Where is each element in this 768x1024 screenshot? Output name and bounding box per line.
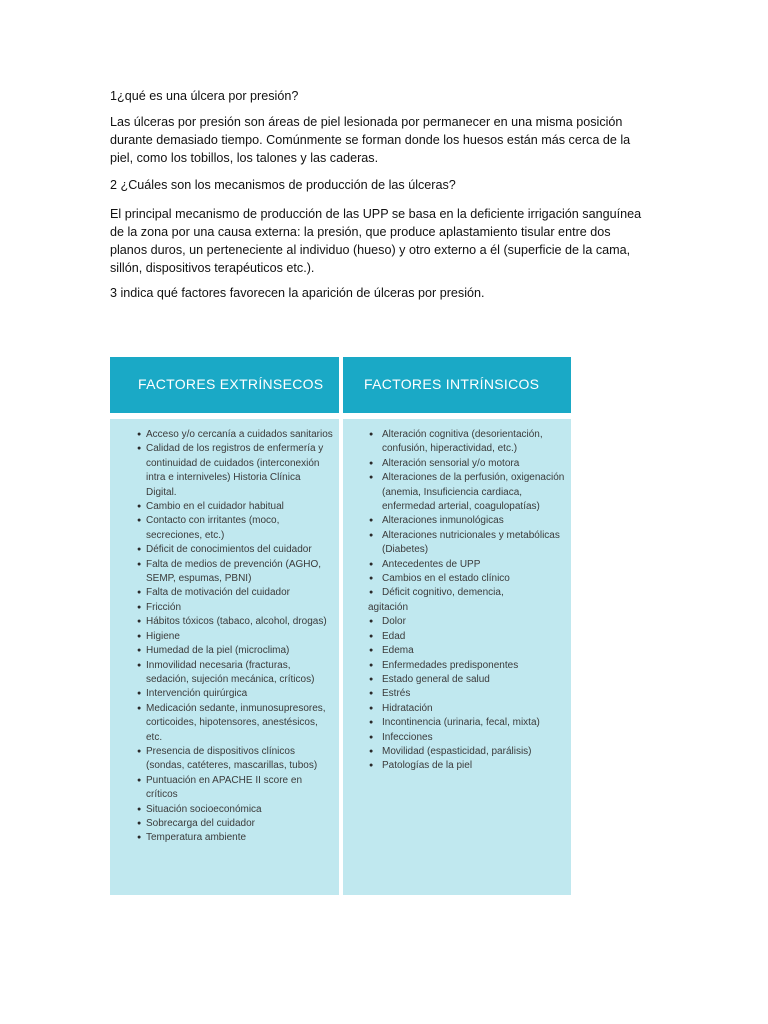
intrinsic-item: ● Edad: [343, 630, 565, 644]
intrinsic-item: ● Estrés: [343, 687, 565, 701]
extrinsic-header: [110, 357, 339, 413]
extrinsic-list: [110, 419, 339, 846]
question-1: 1¿qué es una úlcera por presión?: [110, 89, 299, 103]
question-3: 3 indica qué factores favorecen la aparición de úlceras por presión.: [110, 286, 485, 300]
intrinsic-header: [343, 357, 571, 413]
intrinsic-item: ● Movilidad (espasticidad, parálisis): [343, 745, 565, 759]
extrinsic-item: ● Falta de medios de prevención (AGHO, SEMP, espumas, PBNI): [110, 558, 333, 587]
intrinsic-item: ● Infecciones: [343, 731, 565, 745]
extrinsic-column: [110, 419, 339, 895]
answer-2: El principal mecanismo de producción de las UPP se basa en la deficiente irrigación sanguínea de la zona por una causa externa: la presión, que produce aplastamiento tisular entre dos planos duros, un perteneciente al individuo (hueso) y otro externo a él (superficie de la cama, sillón, dispositivos terapéuticos etc.).: [110, 207, 642, 275]
extrinsic-item: ● Temperatura ambiente: [110, 831, 333, 845]
extrinsic-item: ● Acceso y/o cercanía a cuidados sanitarios: [110, 428, 333, 442]
extrinsic-item: ● Hábitos tóxicos (tabaco, alcohol, drogas): [110, 615, 333, 629]
extrinsic-item: ● Falta de motivación del cuidador: [110, 586, 333, 600]
intrinsic-item: ● Alteración cognitiva (desorientación, confusión, hiperactividad, etc.): [343, 428, 565, 457]
extrinsic-item: ● Humedad de la piel (microclima): [110, 644, 333, 658]
extrinsic-item: ● Déficit de conocimientos del cuidador: [110, 543, 333, 557]
extrinsic-item: ● Calidad de los registros de enfermería y continuidad de cuidados (interconexión intra e interniveles) Historia Clínica Digital.: [110, 442, 333, 500]
intrinsic-item: ● Déficit cognitivo, demencia,: [343, 586, 565, 600]
extrinsic-item: ● Higiene: [110, 630, 333, 644]
extrinsic-item: ● Situación socioeconómica: [110, 803, 333, 817]
risk-factors-table: [110, 357, 571, 895]
extrinsic-item: ● Puntuación en APACHE II score en críticos: [110, 774, 333, 803]
intrinsic-item: ● Incontinencia (urinaria, fecal, mixta): [343, 716, 565, 730]
intrinsic-title: FACTORES INTRÍNSICOS: [364, 376, 540, 392]
intrinsic-item-continuation: agitación: [368, 601, 409, 613]
intrinsic-item: ● Alteraciones inmunológicas: [343, 514, 565, 528]
intrinsic-item: ● Enfermedades predisponentes: [343, 659, 565, 673]
intrinsic-item: ● Alteraciones de la perfusión, oxigenación (anemia, Insuficiencia cardiaca, enfermedad arterial, coagulopatías): [343, 471, 565, 514]
extrinsic-item: ● Presencia de dispositivos clínicos (sondas, catéteres, mascarillas, tubos): [110, 745, 333, 774]
intrinsic-item: ● Estado general de salud: [343, 673, 565, 687]
extrinsic-item: ● Inmovilidad necesaria (fracturas, sedación, sujeción mecánica, críticos): [110, 659, 333, 688]
extrinsic-item: ● Fricción: [110, 601, 333, 615]
question-2: 2 ¿Cuáles son los mecanismos de producción de las úlceras?: [110, 178, 456, 192]
intrinsic-list: [343, 419, 571, 774]
extrinsic-item: ● Contacto con irritantes (moco, secreciones, etc.): [110, 514, 333, 543]
extrinsic-item: ● Sobrecarga del cuidador: [110, 817, 333, 831]
intrinsic-item: ● Hidratación: [343, 702, 565, 716]
intrinsic-item: ● Alteraciones nutricionales y metabólicas (Diabetes): [343, 529, 565, 558]
intrinsic-item: ● Edema: [343, 644, 565, 658]
intrinsic-item: ● Antecedentes de UPP: [343, 558, 565, 572]
intrinsic-item: ● Patologías de la piel: [343, 759, 565, 773]
extrinsic-item: ● Intervención quirúrgica: [110, 687, 333, 701]
intrinsic-item: ● Dolor: [343, 615, 565, 629]
intrinsic-item: ● Alteración sensorial y/o motora: [343, 457, 565, 471]
extrinsic-item: ● Cambio en el cuidador habitual: [110, 500, 333, 514]
intrinsic-column: [343, 419, 571, 895]
extrinsic-title: FACTORES EXTRÍNSECOS: [138, 376, 324, 392]
intrinsic-item: ● Cambios en el estado clínico: [343, 572, 565, 586]
answer-1: Las úlceras por presión son áreas de piel lesionada por permanecer en una misma posición durante demasiado tiempo. Comúnmente se forman donde los huesos están más cerca de la piel, como los tobillos, los talones y las caderas.: [110, 115, 631, 165]
extrinsic-item: ● Medicación sedante, inmunosupresores, corticoides, hipotensores, anestésicos, etc.: [110, 702, 333, 745]
